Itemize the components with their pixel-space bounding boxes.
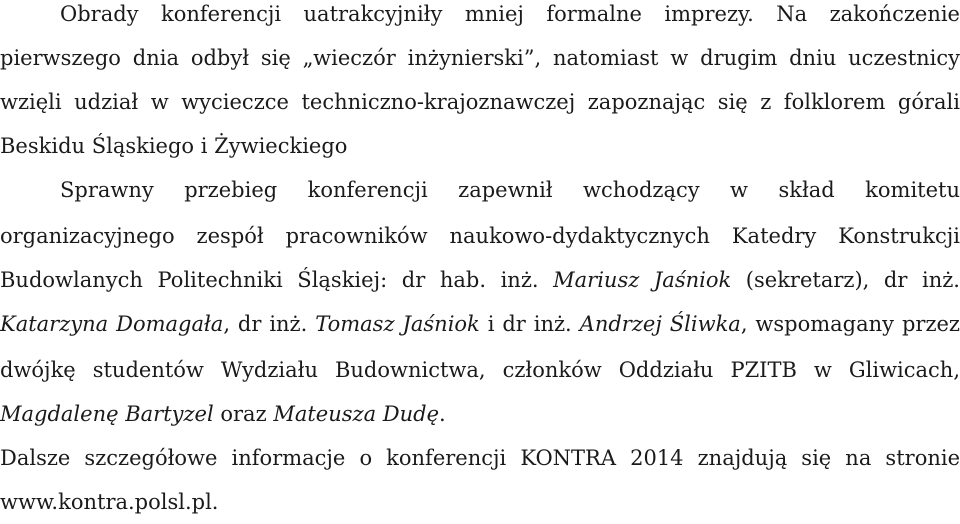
text-run: , wspomagany przez bbox=[740, 312, 960, 336]
text-run: , dr inż. bbox=[223, 312, 316, 336]
person-name: Katarzyna Domagała bbox=[0, 312, 224, 336]
text-run: Dalsze szczegółowe informacje o konferencji KONTRA 2014 znajdują się na stronie bbox=[0, 446, 960, 470]
text-run: Beskidu Śląskiego i Żywieckiego bbox=[0, 134, 348, 158]
text-run: . bbox=[439, 402, 446, 426]
person-name: Tomasz Jaśniok bbox=[315, 312, 480, 336]
paragraph-2-line-1 bbox=[0, 168, 960, 212]
paragraph-2-line-6 bbox=[0, 392, 960, 436]
text-run: organizacyjnego zespół pracowników naukowo-dydaktycznych Katedry Konstrukcji bbox=[0, 224, 960, 248]
paragraph-1-line-4 bbox=[0, 124, 960, 168]
text-run: wzięli udział w wycieczce techniczno-krajoznawczej zapoznając się z folklorem górali bbox=[0, 90, 960, 114]
paragraph-2-line-3 bbox=[0, 258, 960, 302]
paragraph-2-line-5 bbox=[0, 348, 960, 392]
paragraph-2-line-4 bbox=[0, 302, 960, 346]
text-run: pierwszego dnia odbył się „wieczór inżynierski”, natomiast w drugim dniu uczestnicy bbox=[0, 46, 960, 70]
paragraph-3-line-1 bbox=[0, 436, 960, 480]
person-name: Magdalenę Bartyzel bbox=[0, 402, 214, 426]
paragraph-3-line-2 bbox=[0, 480, 960, 524]
text-run: oraz bbox=[213, 402, 274, 426]
text-run: Sprawny przebieg konferencji zapewnił wchodzący w skład komitetu bbox=[60, 178, 960, 202]
website-link: www.kontra.polsl.pl. bbox=[0, 490, 219, 514]
paragraph-2-line-2 bbox=[0, 214, 960, 258]
text-run: dwójkę studentów Wydziału Budownictwa, członków Oddziału PZITB w Gliwicach, bbox=[0, 358, 960, 382]
person-name: Andrzej Śliwka bbox=[579, 312, 741, 336]
text-run: (sekretarz), dr inż. bbox=[731, 268, 960, 292]
paragraph-1-line-2 bbox=[0, 36, 960, 80]
paragraph-1-line-3 bbox=[0, 80, 960, 124]
person-name: Mateusza Dudę bbox=[273, 402, 440, 426]
text-run: Budowlanych Politechniki Śląskiej: dr hab. inż. bbox=[0, 268, 554, 292]
text-run: i dr inż. bbox=[479, 312, 580, 336]
paragraph-1-line-1 bbox=[0, 0, 960, 36]
text-run: Obrady konferencji uatrakcyjniły mniej formalne imprezy. Na zakończenie bbox=[60, 2, 960, 26]
person-name: Mariusz Jaśniok bbox=[553, 268, 732, 292]
